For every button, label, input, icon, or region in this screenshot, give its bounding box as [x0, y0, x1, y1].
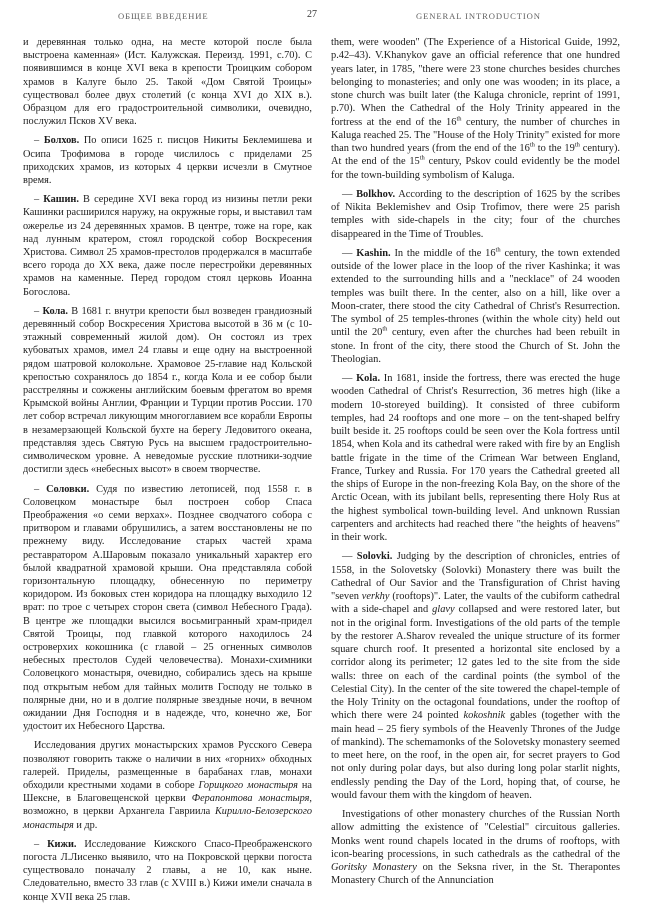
page-number: 27 [307, 9, 317, 20]
running-head [26, 9, 620, 23]
ru-paragraph-kizhi: – Кижи. Исследование Кижского Спасо-Преображенского погоста Л.Лисенко выявило, что на Покровской церкви погоста существовало поначалу 2 главы, а не 10, как ныне. Следовательно, вместо 33 глав (с XVIII в.) Кижи имели сначала в конце XVII века 25 глав. [23, 838, 312, 903]
ru-paragraph-kola: – Кола. В 1681 г. внутри крепости был возведен грандиозный деревянный собор Воскресения Христова высотой в 36 м (с 10-этажный современный жилой дом). Он состоял из трех кубоватых храмов, имел 24 главы и еще одну на выстроенной рядом шатровой колокольне. Храмовое 25-главие над Кольской крепостью сохранялось до 1854 г., когда Кола и ее собор были расстреляны и сожжены английским боевым фрегатом во время Крымской войны Англии, Франции и Турции против России. 170 лет собор встречал ликующим многоглавием все корабли Европы в незамерзающей Кольской бухте на берегу Ледовитого океана, представляя здесь Святую Русь на высшем градостроительно-символическом уровне. А неведомые русские плотники-зодчие достигли здесь «небесных высот» в своем творчестве. [23, 305, 312, 476]
en-paragraph-monasteries: Investigations of other monastery churches of the Russian North allow admitting the existence of "Celestial" circuitous galleries. Monks went round chapels located in the drums of rooftops, with icon-bearing processions, in such cathedrals as the cathedral of the Goritsky Monastery on the Seksna river, in the St. Therapontes Monastery Church of the Annunciation [331, 809, 620, 887]
ru-paragraph-kashin: – Кашин. В середине XVI века город из низины петли реки Кашинки расширился наружу, на окружные горы, и выставил там ожерелье из 24 деревянных храмов. В центре, тоже на горе, как над лунным кратером, стоял городской собор Воскресения Христова. Символ 25 храмов-престолов продержался в масштабе всего города до XX века, даже после перестройки деревянных храмов на каменные. Перед городом стоял церковь Иоанна Богослова. [23, 194, 312, 298]
ru-heading-kashin: Кашин. [43, 194, 79, 206]
ru-paragraph-bolkhov: – Болхов. По описи 1625 г. писцов Никиты Беклемишева и Осипа Трофимова в городе числилось с приделами 25 приходских храмов, из которых 4 церкви исчезли в Смутное время. [23, 135, 312, 187]
ru-paragraph-monasteries: Исследования других монастырских храмов Русского Севера позволяют говорить также о наличии в них «горних» обходных галерей. Приделы, размещенные в барабанах глав, монахи обходили крестными ходами в соборе Горицкого монастыря на Шексне, в Благовещенской церкви Ферапонтова монастыря, возможно, в церкви Архангела Гавриила Кирилло-Белозерского монастыря и др. [23, 740, 312, 831]
en-heading-solovki: Solovki. [356, 551, 393, 563]
en-paragraph-kola: — Kola. In 1681, inside the fortress, there was erected the huge wooden Cathedral of Christ's Resurrection, 36 metres high (like a modern 10-storeyed building). It consisted of three cubiform temples, had 24 rooftops and one more – on the tent-shaped belfry built beside it. 25 rooftops could be seen over the Kola fortress until 1854, when Kola and its cathedral were raked with fire by an English battle frigate in the time of the Crimean War between England, France, Turkey and Russia. For 170 years the Cathedral greeted all the ships of Europe in the non-freezing Kola Bay, on the shore of the Arctic Ocean, with its jubilant bells, representing there Holy Rus at the highest symbolical town-building level. And unknown Russian carpenters and architects had reached there "the heights of heavens" in their work. [331, 373, 620, 543]
en-heading-bolkhov: Bolkhov. [356, 188, 396, 200]
en-paragraph-solovki: — Solovki. Judging by the description of chronicles, entries of 1558, in the Solovetsky (Solovki) Monastery there was built the Cathedral of Our Savior and the Transfiguration of Christ having "seven verkhy (rooftops)". Later, the vaults of the cubiform cathedral with a side-chapel and glavy collapsed and were restored later, but not in the original form. Investigations of the old parts of the temple by the restorer A.Sharov revealed the unique structure of its former square church roof. It presented a horizontal site enclosed by a corridor along its perimeter; 12 gates led to the site from the side walls: three on each of the cardinal points (the symbol of the Celestial City). In the center of the site towered the chapel-temple of the Holy Trinity on the octagonal foundations, under the rooftop of which there were 24 pointed kokoshnik gables (together with the main head – 25 fiery symbols of the Heavenly Thrones of the Judge of mankind). The schemamonks of the Solovetsky monastery seemed to meet here, on the roof, in the open air, for secret prayers to God not only during polar days, but also during long polar starlit nights, endlessly pending the Day of the Lord, hoping that, of course, he would favour them with the kingdom of heaven. [331, 551, 620, 801]
running-head-left: ОБЩЕЕ ВВЕДЕНИЕ [118, 11, 209, 21]
en-paragraph-kaluga: them, were wooden" (The Experience of a Historical Guide, 1992, p.42–43). V.Khanykov gave an official reference that one hundred years later, in 1785, "there were 23 stone churches besides churches belonging to monasteries; and only one was wooden; in its place, a stone church was built later (the Kaluga chronicle, reprint of 1991, p.70). When the Cathedral of the Holy Trinity appeared in the fortress at the end of the 16th century, the number of churches in Kaluga reached 25. The "House of the Holy Trinity" existed for more than two hundred years (from the end of the 16th to the 19th century). At the end of the 15th century, Pskov could evidently be the model for the town-building symbolism of Kaluga. [331, 37, 621, 181]
ru-heading-bolkhov: Болхов. [43, 135, 80, 147]
en-paragraph-bolkhov: — Bolkhov. According to the description of 1625 by the scribes of Nikita Beklemishev and Osip Trofimov, there were 25 parish temples with side-chapels in the city; four of the churches disappeared in the Time of Troubles. [331, 188, 620, 240]
en-heading-kashin: Kashin. [356, 247, 391, 259]
ru-paragraph-solovki: – Соловки. Судя по известию летописей, под 1558 г. в Соловецком монастыре был построен собор Спаса Преображения «о семи верхах». Позднее сводчатого собора с притвором и главами обрушились, а затем восстановлены не по прежнему виду. Исследование старых частей храма реставратором А.Шаровым показало уникальный характер его былой квадратной храмовой крыши. Она представляла собой горизонтальную площадку, обнесенную по периметру коридором. Из боковых стен коридора на площадку выходило 12 врат: по трое с четырех сторон света (символ Небесного Града). В центре же площадки высился восьмигранный храм-придел Святой Троицы, под главкой которого находилось 24 островерхих кокошника (с главой – 25 огненных символов небесных престолов Судей человечества). Монахи-схимники Соловецкого монастыря, очевидно, собирались здесь на крыше под открытым небом для тайных молитв Господу не только в полярные дни, но и в долгие полярные звездные ночи, в вечном ожидании Дня Господня и в надежде, что, конечно же, Бог удостоит их Небесного Царства. [23, 483, 312, 733]
russian-column [23, 36, 312, 903]
running-head-right: GENERAL INTRODUCTION [416, 11, 541, 21]
english-column [331, 36, 621, 887]
en-paragraph-kashin: — Kashin. In the middle of the 16th century, the town extended outside of the lower place in the loop of the river Kashinka; it was extended to the surrounding hills and a "necklace" of 24 wooden temples was built there. In the center, also on a hill, like over a Moon-crater, there stood the city Cathedral of Christ's Resurrection. The symbol of 25 temples-thrones (within the whole city) held out until the 20th century, even after the churches had been rebuilt in stone. In front of the city, there stood the Church of St. John the Theologian. [331, 246, 620, 365]
ru-heading-solovki: Соловки. [46, 483, 90, 495]
ru-heading-kola: Кола. [42, 305, 68, 317]
ru-heading-kizhi: Кижи. [47, 838, 77, 850]
en-heading-kola: Kola. [356, 373, 381, 384]
ru-paragraph-kaluga: и деревянная только одна, на месте которой после была выстроена каменная» (Ист. Калужская. Переизд. 1991, с.70). С появившимся в конце XVI века в крепости Троицким собором храмов в Калуге было 25. Такой «Дом Святой Троицы» существовал более двух столетий (с конца XVI до XIX в.). Образцом для его градостроительной символики, очевидно, послужил Псков XV века. [23, 37, 312, 128]
